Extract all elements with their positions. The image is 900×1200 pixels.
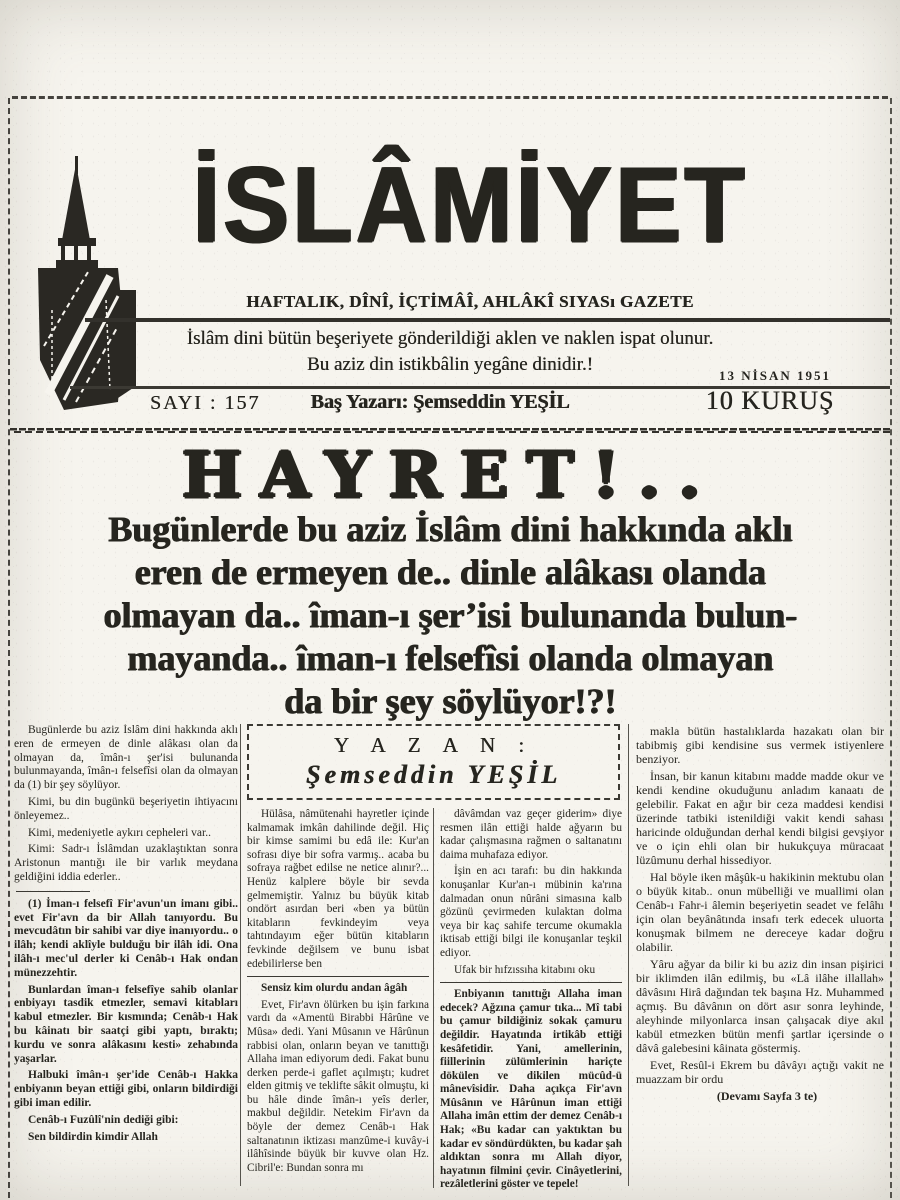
paragraph: Kimi, medeniyetle aykırı cepheleri var.. bbox=[28, 826, 211, 839]
page-border-top bbox=[12, 96, 888, 99]
paragraph: Hülâsa, nâmütenahi hayretler içinde kalmamak imkân dahilinde değil. Hiç bir kimse samimi bu edâ ile: Kur'an sofrası diye bir sofra varmış.. acaba bu sofraya rağbet edilse ne netice alınır?... Henüz kalplere böyle bir sevda gelmemiştir. Yalnız bu büyük kitab ondört asırdan beri «ben ya bütün kitabların fevkindeyim veya tahtındayım eğer bütün kitabların fevkinde değilsem ve bunu isbat edebilirlerse ben bbox=[247, 808, 429, 970]
issue-date: 13 NİSAN 1951 bbox=[719, 368, 831, 383]
paragraph: Evet, Resûl-i Ekrem bu dâvâyı açtığı vakit ne muazzam bir ordu bbox=[636, 1058, 884, 1086]
paragraph: dâvâmdan vaz geçer giderim» diye resmen ilân ettiği halde ağyarın bu kadar çalışmasına rağmen o saltanatını daima muhafaza ediyor. bbox=[440, 808, 622, 861]
footnote-paragraph: Cenâb-ı Fuzûlî'nin dediği gibi: bbox=[28, 1113, 179, 1126]
zigzag-rule bbox=[10, 428, 890, 433]
sub-headline-line: Bugünlerde bu aziz İslâm dini hakkında aklı bbox=[107, 509, 793, 549]
footnote-rule bbox=[16, 891, 90, 892]
paragraph: Hal böyle iken mâşûk-u hakikinin mektubu olan o büyük kitab.. onun mübelliği ve muallimi olan Cenâb-ı Fahr-i âlemin beşeriyetin seadet ve felâhı için olan beyânâtında insafı terk edecek uluorta konuşmak bilmem ne dereceye kadar doğru olabilir. bbox=[636, 870, 884, 954]
article-column-1 bbox=[14, 724, 238, 1186]
paragraph: Ufak bir hıfzıssıha kitabını oku bbox=[454, 963, 596, 976]
section-rule bbox=[247, 976, 429, 977]
newspaper-title: İSLÂMİYET bbox=[192, 145, 748, 266]
sub-headline bbox=[10, 508, 890, 723]
paragraph: Yâru ağyar da bilir ki bu aziz din insan pişirici bir iklimden ilân edilmiş, bu «Lâ ilâhe illallah» dâvâsını Hirâ dağından tek başına Hz. Muhammed açmış. Bu dâvânın on dört asır sonra leyhinde, aleyhinde milyonlarca insan çalışacak diye akıl kabül etmezken bütün menfi şartlar içersinde o dâvâ galebesini kâinata göstermiş. bbox=[636, 957, 884, 1055]
paragraph: Bugünlerde bu aziz İslâm dini hakkında aklı eren de ermeyen de dinle alâkası olan da olmayan da, îmân-ı şer'isi bulunanda bulunmayanda, îmân-ı felsefîsi olan da olmayan da (1) bir şey söylüyor. bbox=[14, 724, 238, 792]
byline-box bbox=[247, 724, 620, 800]
sub-headline-line: eren de ermeyen de.. dinle alâkası olanda bbox=[134, 552, 766, 592]
column-divider bbox=[628, 724, 629, 1186]
footnote-paragraph: (1) İman-ı felsefî Fir'avun'un imanı gibi.. evet Fir'avn da bir Allah tanıyordu. Bu mevcudâtın bir sahibi var diye inanıyordu.. o ilâh; kendi aklîyle bulduğu bir ilâh idi. Ona ilâh-ı mec'ul derler ki Cenâb-ı Hak ondan münezzehtir. bbox=[14, 897, 238, 979]
sub-headline-line: da bir şey söylüyor!?! bbox=[283, 681, 617, 721]
paragraph: Kimi, bu din bugünkü beşeriyetin ihtiyacını önleyemez.. bbox=[14, 795, 238, 822]
paragraph: Evet, Fir'avn ölürken bu işin farkına vardı da «Amentü Birabbi Hârûne ve Mûsa» dedi. Yani Mûsanın ve Hârûnun rabbisi olan, onların beyan ve tanıttığı Allaha iman ediyorum dedi. Fakat bunu derken perde-i gaflet açılmıştı; kudret elden gitmiş ve teklifte sâkit olmuştu, ki bu hâle dinde îmân-ı yeîs derler, makbul değildir. Netekim Fir'avn da böyle der demez Cenâb-ı Hak saltanatının iktizası manzûme-i kuvây-i ilâhîsinde büyük bir kuvve olan Hz. Cibril'e: Bundan sonra mı bbox=[247, 998, 429, 1174]
paragraph: İşin en acı tarafı: bu din hakkında konuşanlar Kur'an-ı mübinin ka'rına dalmadan onun nûrâni simasına kalb gözünü çevirmeden kulaktan dolma veya bir kaç sahife tercume okumakla iktisab ettiği bilgi ile konuşanlar teşkil ediyor. bbox=[440, 865, 622, 959]
continuation-note: (Devamı Sayfa 3 te) bbox=[716, 1089, 818, 1103]
masthead-subtitle: HAFTALIK, DÎNÎ, İÇTİMÂÎ, AHLÂKÎ SIYASı GAZETE bbox=[246, 292, 694, 311]
article-column-4 bbox=[636, 724, 884, 1186]
sub-headline-line: mayanda.. îman-ı felsefîsi olanda olmayan bbox=[126, 638, 774, 678]
motto-line-1: İslâm dini bütün beşeriyete gönderildiği aklen ve naklen ispat olunur. bbox=[186, 328, 714, 349]
article-column-2 bbox=[247, 808, 429, 1192]
issue-number: SAYI : 157 bbox=[150, 392, 261, 414]
paragraph: Enbiyanın tanıttığı Allaha iman edecek? Ağzına çamur tıka... Mî tabi bu çamur bildiğiniz sokak çamuru değildir. Hayatında irtikâb ettiği kesâfetidir. Yani, amellerinin, fiillerinin zülümlerinin hariçte dökülen ve dikilen mücûd-ü mânevîsidir. Daha açıkça Fir'avn Mûsânın ve Hârûnun iman ettiği Allaha imân ettim der demez Cenâb-ı Hak; «Bu kadar can yaktıktan bu kadar ev söndürdükten, bu kadar şah aldıktan sonra mı Allah diyor, hayatının filmini çevir. Cinâyetlerini, rezâletlerini göster ve tepele! bbox=[440, 988, 622, 1191]
page-border-right bbox=[890, 98, 892, 1198]
footnote-paragraph: Halbuki îmân-ı şer'ide Cenâb-ı Hakka enbiyanın beyan ettiği gibi, onların bildirdiği gibi iman edilir. bbox=[14, 1069, 238, 1109]
byline-author: Şemseddin YEŞİL bbox=[305, 760, 562, 789]
issue-price: 10 KURUŞ bbox=[705, 386, 835, 415]
footnote-paragraph: Bunlardan îman-ı felsefîye sahib olanlar enbiyayı tasdik etmezler, semavi kitabları kabul etmezler. Bir kısmında; Cenâb-ı Hak bu kâinatı bir saatçi gibi yaptı, bıraktı; kurdu ve sonra alâkasını kesti» zehabında yaşarlar. bbox=[14, 983, 238, 1065]
column-divider bbox=[433, 808, 434, 1188]
byline-label: Y A Z A N : bbox=[333, 733, 534, 757]
verse-line: Sensiz kim olurdu andan âgâh bbox=[261, 982, 408, 995]
paragraph: İnsan, bir kanun kitabını madde madde okur ve kendi kendine okuduğunu anladım kanaatı de gelebilir. Fakat en ağır bir ceza maddesi kendisi üzerinde tatbiki istenildiği vakit kendi sahası haricinde olduğundan derhal kendi bilgisi gevşiyor ve o için ehli olan bir hukukçuya müracaat lüzûmunu derhal hissediyor. bbox=[636, 769, 884, 867]
column-divider bbox=[240, 724, 241, 1186]
masthead-rule-top bbox=[85, 318, 890, 322]
sub-headline-line: olmayan da.. îman-ı şer’isi bulunanda bulun- bbox=[103, 595, 797, 635]
main-headline: HAYRET!.. bbox=[181, 438, 719, 513]
section-rule bbox=[440, 982, 622, 983]
chief-editor: Baş Yazarı: Şemseddin YEŞİL bbox=[310, 391, 570, 413]
verse-line: Sen bildirdin kimdir Allah bbox=[28, 1130, 158, 1143]
motto-line-2: Bu aziz din istikbâlin yegâne dinidir.! bbox=[307, 354, 593, 375]
paragraph: Kimi: Sadr-ı İslâmdan uzaklaştıktan sonra Aristonun mantığı ile bir varlık meydana geldiğini iddia ederler.. bbox=[14, 843, 238, 883]
article-column-3 bbox=[440, 808, 622, 1192]
paragraph: makla bütün hastalıklarda hazakatı olan bir tabibmiş gibi kendisine sus vermek istiyenlere benziyor. bbox=[636, 724, 884, 766]
